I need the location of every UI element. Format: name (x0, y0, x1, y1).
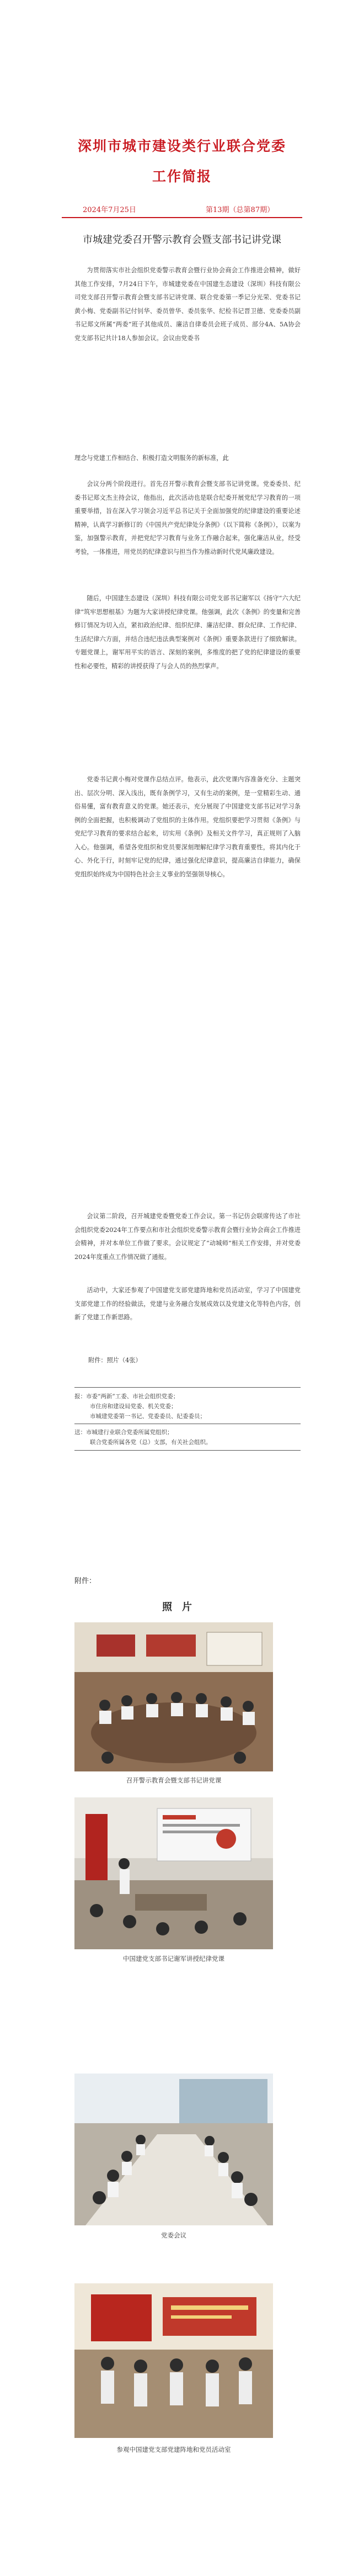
header-divider (62, 217, 302, 218)
article-paragraph: 党委书记黄小梅对党课作总结点评。他表示，此次党课内容准备充分、主题突出、层次分明、深入浅出，既有条例学习，又有生动的案例，是一堂精彩生动、通俗易懂，富有教育意义的党课。她还表示，充分展现了中国建党支部书记对学习条例的全面把握，也积极调动了党组织的主体作用。党组织要把学习贯彻《条例》与党纪学习教育的要求结合起来，切实用《条例》及相关文件学习，真正规则了入脑入心。他强调，希望各党组织和党员要深刻理解纪律学习教育重要性，将其内化于心、外化于行，时刻牢记党的纪律，通过强化纪律意识，提高廉洁自律能力，确保党组织始终成为中国特色社会主义事业的坚强领导核心。 (74, 776, 301, 878)
article-paragraph: 会议分两个阶段进行。首先召开警示教育会暨支部书记讲党课。党委委员、纪委书记郑文杰主持会议，他指出，此次活动也是联合纪委开展党纪学习教育的一项重要举措，旨在深入学习领会习近平总书记关于全面加强党的纪律建设的重要论述精神，认真学习新修订的《中国共产党纪律处分条例》（以下简称《条例》），以案为鉴，加强警示教育，并把党纪学习教育与业务工作融合起来，强化廉洁从业，经受考验，一体推进，用党员的纪律意识与担当作为推动新时代党风廉政建设。 (74, 480, 301, 556)
article-title: 市城建党委召开警示教育会暨支部书记讲党课 (83, 234, 281, 246)
copy-line: 市城建行业联合党委所属党组织； (86, 1429, 173, 1436)
party-room-photo (74, 2283, 273, 2438)
briefing-org-title: 深圳市城市建设类行业联合党委 (77, 138, 286, 154)
article-paragraph: 理念与党建工作相结合、积极打造文明服务的新标准，此 (74, 454, 229, 462)
photo-caption: 中国建党支部书记谢军讲授纪律党课 (123, 1955, 224, 1963)
copy-label: 送： (74, 1429, 86, 1436)
send-label: 报： (74, 1393, 86, 1400)
copy-line: 联合党委所属各党（总）支部，有关社会组织。 (90, 1439, 212, 1446)
article-paragraph: 活动中，大家还参观了中国建党支部党建阵地和党员活动室，学习了中国建党支部党建工作的经验做法，党建与业务融合发展成效以及党建文化等特色内容，创新了党建工作新思路。 (74, 1287, 301, 1321)
distribution-copy (74, 1427, 301, 1447)
distribution-bottom-rule (74, 1450, 301, 1451)
article-paragraph: 随后，中国建生态建设（深圳）科技有限公司党支部书记谢军以《扬守“六大纪律”筑牢思想根基》为题为大家讲授纪律党课。他强调，此次《条例》的变量和完善修订情况为切入点，紧扣政治纪律、组织纪律、廉洁纪律、群众纪律、工作纪律、生活纪律六方面，并结合违纪违法典型案例对《条例》重要条款进行了细致解读。专题党课上，谢军用平实的语言、深刻的案例，多维度的把了党的纪律建设的重要性和必要性，精彩的讲授获得了与会人员的热烈掌声。 (74, 595, 301, 670)
distribution-top-rule (74, 1387, 301, 1388)
meeting-room-photo (74, 1622, 273, 1771)
attachment-note: 附件：照片（4张） (88, 1357, 142, 1364)
appendix-heading: 照片 (162, 1601, 202, 1613)
send-line: 市城建党委第一书记、党委委员、纪委委员； (90, 1413, 206, 1420)
photo-caption: 参观中国建党支部党建阵地和党员活动室 (116, 2446, 231, 2453)
briefing-title: 工作简报 (152, 168, 212, 184)
photo-caption: 党委会议 (161, 2231, 186, 2239)
photo-caption: 召开警示教育会暨支部书记讲党课 (126, 1776, 222, 1784)
lecture-photo (74, 1797, 273, 1949)
send-line: 市住房和建设局党委、机关党委； (90, 1403, 177, 1410)
meeting-photo (74, 2074, 273, 2225)
briefing-issue-number: 第13期（总第87期） (206, 206, 275, 214)
article-paragraph: 为贯彻落实市社会组织党委警示教育会暨行业协会商会工作推进会精神，做好其他工作安排，7月24日下午，市城建党委在中国建生态建设（深圳）科技有限公司党支部召开警示教育会暨支部书记讲党课、联合党委第一季记分光荣、党委书记黄小梅、党委副书记付钊华、委员曾华、委员张华、纪检书记晋卫德、党委委员副书记郑文所属“两委”班子其他成员、廉洁自律委员会班子成员、部分4A、5A协会党支部书记共计18人参加会议。会议由党委书 (74, 267, 301, 342)
distribution-send (74, 1392, 301, 1421)
article-paragraph: 会议第二阶段，召开城建党委暨党委工作会议。第一书记仿会联席传达了市社会组织党委2024年工作要点和市社会组织党委警示教育会暨行业协会商会工作推进会精神，并对本单位工作做了要求。会议规定了“动城师”相关工作安排，并对党委2024年度重点工作情况做了通报。 (74, 1213, 301, 1261)
briefing-date: 2024年7月25日 (83, 206, 136, 214)
send-line: 市委“两新”工委、市社会组织党委； (86, 1393, 179, 1400)
appendix-label: 附件： (74, 1577, 97, 1585)
